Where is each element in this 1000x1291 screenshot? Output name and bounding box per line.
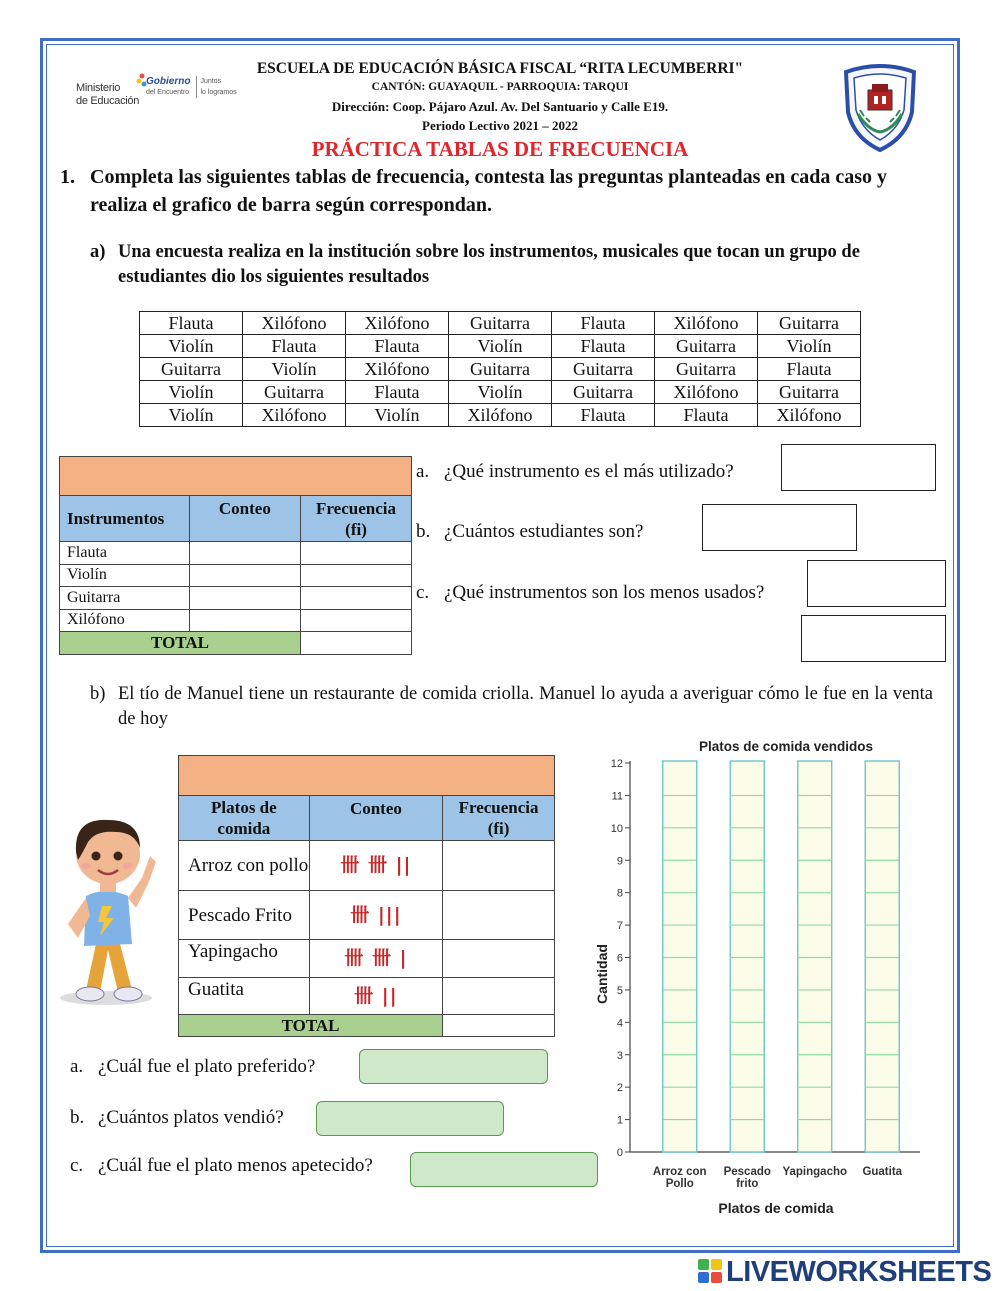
survey-cell: Violín bbox=[140, 404, 243, 427]
frequency-cell[interactable] bbox=[443, 891, 555, 940]
liveworksheets-logo-icon bbox=[698, 1259, 722, 1283]
chart-column-outline bbox=[798, 761, 832, 1152]
logo-line: Gobierno bbox=[146, 76, 191, 87]
chart-empty-column bbox=[865, 761, 899, 1152]
chart-xlabel: Platos de comida bbox=[718, 1200, 834, 1216]
row-label: Arroz con pollo bbox=[179, 841, 310, 891]
col-header: Frecuencia (fi) bbox=[301, 496, 412, 542]
question-text: ¿Cuál fue el plato menos apetecido? bbox=[98, 1155, 373, 1176]
survey-cell: Flauta bbox=[552, 335, 655, 358]
chart-xtick-label: Arroz con Pollo bbox=[652, 1166, 707, 1190]
survey-cell: Flauta bbox=[655, 404, 758, 427]
col-header: Instrumentos bbox=[60, 496, 190, 542]
dishes-bar-chart bbox=[590, 736, 930, 1226]
frequency-cell[interactable] bbox=[443, 978, 555, 1015]
chart-ytick-label: 3 bbox=[616, 1049, 623, 1062]
question-1 bbox=[60, 163, 950, 219]
survey-row bbox=[140, 381, 861, 404]
count-cell[interactable] bbox=[189, 587, 300, 610]
frequency-cell[interactable] bbox=[301, 542, 412, 565]
period: Periodo Lectivo 2021 – 2022 bbox=[422, 118, 578, 133]
survey-row bbox=[140, 358, 861, 381]
count-cell[interactable] bbox=[189, 564, 300, 587]
chart-ytick-label: 10 bbox=[610, 822, 623, 835]
total-cell[interactable] bbox=[301, 632, 412, 655]
brand-name: LIVEWORKSHEETS bbox=[726, 1256, 992, 1288]
table-title-cell[interactable] bbox=[60, 457, 412, 496]
question-b-c bbox=[70, 1155, 373, 1177]
row-label: Xilófono bbox=[60, 609, 190, 632]
logo-line: lo logramos bbox=[200, 89, 237, 96]
part-text: Una encuesta realiza en la institución sobre los instrumentos, musicales que tocan un grupo de estudiantes dio los siguientes resultados bbox=[118, 242, 860, 287]
chart-ytick-label: 9 bbox=[616, 855, 623, 868]
chart-xtick-label: Guatita bbox=[862, 1166, 903, 1178]
survey-cell: Xilófono bbox=[655, 312, 758, 335]
total-label: TOTAL bbox=[179, 1015, 443, 1037]
row-label: Pescado Frito bbox=[179, 891, 310, 940]
survey-cell: Flauta bbox=[346, 381, 449, 404]
survey-cell: Flauta bbox=[140, 312, 243, 335]
survey-cell: Guitarra bbox=[140, 358, 243, 381]
question-a-b bbox=[416, 521, 643, 543]
survey-cell: Xilófono bbox=[243, 312, 346, 335]
chart-empty-column bbox=[663, 761, 697, 1152]
question-text: ¿Cuál fue el plato preferido? bbox=[98, 1056, 316, 1077]
row-label: Guatita bbox=[179, 978, 310, 1015]
school-name: ESCUELA DE EDUCACIÓN BÁSICA FISCAL “RITA LECUMBERRI" bbox=[256, 60, 744, 77]
survey-cell: Xilófono bbox=[655, 381, 758, 404]
survey-cell: Xilófono bbox=[243, 404, 346, 427]
survey-cell: Violín bbox=[346, 404, 449, 427]
question-b-b bbox=[70, 1107, 284, 1129]
answer-box-total-dishes[interactable] bbox=[316, 1101, 504, 1136]
survey-table bbox=[139, 311, 861, 427]
part-text: El tío de Manuel tiene un restaurante de comida criolla. Manuel lo ayuda a averiguar cómo le fue en la venta de hoy bbox=[118, 684, 933, 729]
survey-row bbox=[140, 335, 861, 358]
survey-cell: Xilófono bbox=[346, 312, 449, 335]
chart-column-outline bbox=[730, 761, 764, 1152]
total-cell[interactable] bbox=[443, 1015, 555, 1037]
chart-ylabel: Cantidad bbox=[594, 944, 610, 1004]
question-text: ¿Qué instrumentos son los menos usados? bbox=[444, 582, 765, 603]
total-label: TOTAL bbox=[60, 632, 301, 655]
row-label: Guitarra bbox=[60, 587, 190, 610]
question-b-a bbox=[70, 1056, 315, 1078]
part-b-intro bbox=[90, 682, 940, 732]
survey-cell: Guitarra bbox=[243, 381, 346, 404]
survey-cell: Xilófono bbox=[346, 358, 449, 381]
question-letter: a. bbox=[416, 461, 430, 482]
question-number: 1. bbox=[60, 166, 75, 188]
chart-xtick-label: Yapingacho bbox=[782, 1166, 848, 1178]
survey-cell: Violín bbox=[140, 381, 243, 404]
survey-cell: Guitarra bbox=[449, 358, 552, 381]
chart-ytick-label: 1 bbox=[616, 1114, 623, 1127]
chart-column-outline bbox=[663, 761, 697, 1152]
survey-cell: Xilófono bbox=[449, 404, 552, 427]
logo-line: Juntos bbox=[200, 78, 222, 85]
chart-ytick-label: 2 bbox=[616, 1082, 623, 1095]
survey-cell: Flauta bbox=[552, 312, 655, 335]
survey-cell: Flauta bbox=[346, 335, 449, 358]
chart-ytick-label: 5 bbox=[616, 984, 623, 997]
answer-box-students[interactable] bbox=[702, 504, 857, 551]
logo-line: del Encuentro bbox=[146, 89, 190, 96]
part-a-intro bbox=[90, 240, 940, 290]
question-letter: a. bbox=[70, 1056, 84, 1077]
chart-column-outline bbox=[865, 761, 899, 1152]
question-letter: c. bbox=[416, 582, 430, 603]
survey-cell: Guitarra bbox=[552, 381, 655, 404]
survey-cell: Violín bbox=[758, 335, 861, 358]
part-label: b) bbox=[90, 684, 106, 704]
answer-box-favorite-dish[interactable] bbox=[359, 1049, 548, 1084]
col-header: Platos de comida bbox=[179, 796, 310, 841]
answer-box-most-used[interactable] bbox=[781, 444, 936, 491]
survey-cell: Flauta bbox=[552, 404, 655, 427]
question-letter: b. bbox=[416, 521, 431, 542]
survey-cell: Violín bbox=[140, 335, 243, 358]
row-label: Violín bbox=[60, 564, 190, 587]
survey-row bbox=[140, 312, 861, 335]
logo-line: Ministerio bbox=[76, 82, 121, 94]
survey-cell: Violín bbox=[449, 381, 552, 404]
tally-marks: 卌 卌 | bbox=[309, 940, 442, 978]
question-text: ¿Qué instrumento es el más utilizado? bbox=[444, 461, 734, 482]
count-cell[interactable] bbox=[189, 609, 300, 632]
answer-box-least-used-2[interactable] bbox=[801, 615, 946, 662]
chart-ytick-label: 0 bbox=[616, 1147, 623, 1159]
chart-ytick-label: 6 bbox=[616, 952, 623, 965]
survey-cell: Flauta bbox=[243, 335, 346, 358]
chart-empty-column bbox=[798, 761, 832, 1152]
col-header: Conteo bbox=[189, 496, 300, 542]
chart-ytick-label: 11 bbox=[611, 790, 623, 803]
survey-cell: Violín bbox=[449, 335, 552, 358]
survey-cell: Guitarra bbox=[552, 358, 655, 381]
survey-cell: Violín bbox=[243, 358, 346, 381]
frequency-cell[interactable] bbox=[301, 609, 412, 632]
frequency-cell[interactable] bbox=[443, 940, 555, 978]
count-cell[interactable] bbox=[189, 542, 300, 565]
chart-title: Platos de comida vendidos bbox=[698, 739, 874, 754]
question-letter: b. bbox=[70, 1107, 85, 1128]
survey-row bbox=[140, 404, 861, 427]
canton: CANTÓN: GUAYAQUIL - PARROQUIA: TARQUI bbox=[371, 81, 629, 93]
survey-cell: Guitarra bbox=[758, 312, 861, 335]
survey-cell: Guitarra bbox=[449, 312, 552, 335]
question-text: ¿Cuántos estudiantes son? bbox=[444, 521, 644, 542]
frequency-cell[interactable] bbox=[301, 564, 412, 587]
frequency-cell[interactable] bbox=[301, 587, 412, 610]
question-a-c bbox=[416, 582, 764, 604]
answer-box-least-used-1[interactable] bbox=[807, 560, 946, 607]
survey-cell: Guitarra bbox=[655, 358, 758, 381]
boy-illustration bbox=[56, 812, 162, 1008]
survey-cell: Guitarra bbox=[758, 381, 861, 404]
question-letter: c. bbox=[70, 1155, 84, 1176]
table-title-cell[interactable] bbox=[179, 756, 555, 796]
chart-ytick-label: 4 bbox=[616, 1017, 623, 1030]
tally-marks: 卌 || bbox=[309, 978, 442, 1015]
question-text: ¿Cuántos platos vendió? bbox=[98, 1107, 284, 1128]
tally-marks: 卌 卌 || bbox=[309, 841, 442, 891]
col-header: Frecuencia (fi) bbox=[443, 796, 555, 841]
row-label: Flauta bbox=[60, 542, 190, 565]
question-text: Completa las siguientes tablas de frecuencia, contesta las preguntas planteadas en cada caso y realiza el grafico de barra según correspondan. bbox=[90, 166, 888, 216]
chart-ytick-label: 8 bbox=[616, 887, 623, 900]
dishes-frequency-table bbox=[178, 755, 555, 1037]
part-label: a) bbox=[90, 242, 106, 262]
tally-marks: 卌 ||| bbox=[309, 891, 442, 940]
logo-line: de Educación bbox=[76, 95, 140, 107]
survey-cell: Flauta bbox=[758, 358, 861, 381]
chart-xtick-label: Pescado frito bbox=[723, 1166, 771, 1190]
chart-ytick-label: 12 bbox=[610, 758, 623, 770]
chart-ytick-label: 7 bbox=[616, 920, 623, 933]
page-title: PRÁCTICA TABLAS DE FRECUENCIA bbox=[311, 137, 689, 161]
survey-cell: Guitarra bbox=[655, 335, 758, 358]
survey-cell: Xilófono bbox=[758, 404, 861, 427]
question-a-a bbox=[416, 461, 734, 483]
col-header: Conteo bbox=[309, 796, 442, 841]
instrument-frequency-table bbox=[59, 456, 412, 655]
frequency-cell[interactable] bbox=[443, 841, 555, 891]
row-label: Yapingacho bbox=[179, 940, 310, 978]
chart-empty-column bbox=[730, 761, 764, 1152]
address: Dirección: Coop. Pájaro Azul. Av. Del Santuario y Calle E19. bbox=[331, 99, 669, 114]
answer-box-least-wanted-dish[interactable] bbox=[410, 1152, 598, 1187]
